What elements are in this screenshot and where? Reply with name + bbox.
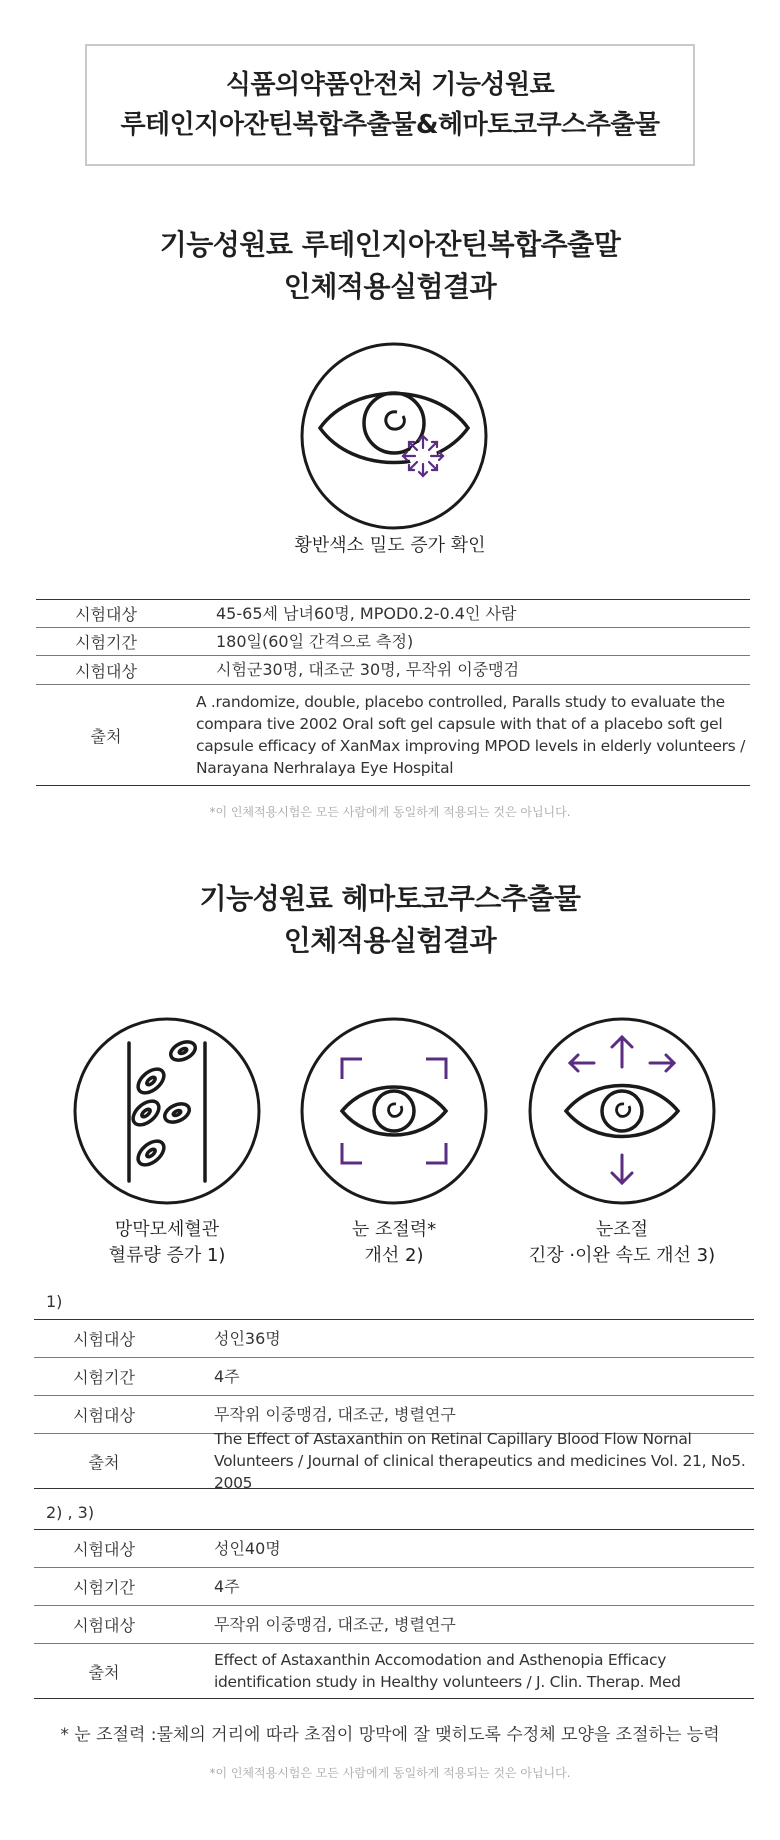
row-value: The Effect of Astaxanthin on Retinal Capillary Blood Flow Nornal Volunteers / Journal of clinical therapeutics and medicines Vol. 21, No5. 2005 — [214, 1430, 746, 1492]
table-row — [34, 1530, 754, 1568]
eye-focus-frame-icon — [298, 1015, 490, 1207]
section1-heading-line-2: 인체적용실험결과 — [283, 270, 497, 303]
row-label: 출처 — [88, 1662, 120, 1682]
row-label: 출처 — [88, 1452, 120, 1472]
table-row — [36, 600, 750, 628]
table-row — [34, 1430, 754, 1492]
row-value: A .randomize, double, placebo controlled, Paralls study to evaluate the compara tive 2002 Oral soft gel capsule with that of a placebo soft gel capsule efficacy of XanMax improving MPOD levels in elderly volunteers / Narayana Nerhralaya Eye Hospital — [196, 693, 745, 777]
blood-cells-icon — [71, 1015, 263, 1207]
row-label: 시험대상 — [75, 661, 137, 681]
row-value: 무작위 이중맹검, 대조군, 병렬연구 — [214, 1614, 456, 1634]
row-value: Effect of Astaxanthin Accomodation and Asthenopia Efficacy identification study in Healthy volunteers / J. Clin. Therap. Med — [214, 1651, 681, 1691]
row-label: 시험대상 — [73, 1540, 135, 1559]
row-label: 시험대상 — [75, 605, 137, 624]
caption-line: 긴장 ·이완 속도 개선 3) — [528, 1245, 716, 1266]
row-label: 시험대상 — [73, 1406, 135, 1425]
table-row — [34, 1644, 754, 1699]
row-label: 시험기간 — [75, 633, 137, 652]
group2-table — [34, 1529, 754, 1699]
row-value: 시험군30명, 대조군 30명, 무작위 이중맹검 — [216, 660, 520, 679]
row-value: 4주 — [214, 1576, 240, 1596]
row-value: 4주 — [214, 1366, 240, 1386]
definition-note: * 눈 조절력 :물체의 거리에 따라 초점이 망막에 잘 맺히도록 수정체 모양을 조절하는 능력 — [60, 1725, 720, 1745]
caption-line: 눈조절 — [595, 1219, 649, 1240]
table-row — [36, 656, 750, 685]
icon-caption-2 — [294, 1217, 494, 1269]
section1-note: *이 인체적용시험은 모든 사람에게 동일하게 적용되는 것은 아닙니다. — [209, 805, 571, 819]
section2-note: *이 인체적용시험은 모든 사람에게 동일하게 적용되는 것은 아닙니다. — [209, 1766, 571, 1780]
row-label: 출처 — [90, 726, 122, 746]
caption-line: 개선 2) — [364, 1245, 424, 1266]
caption-line: 망막모세혈관 — [114, 1219, 220, 1240]
section1-heading-line-1: 기능성원료 루테인지아잔틴복합추출말 — [159, 228, 621, 261]
table-row — [36, 628, 750, 656]
row-value: 성인36명 — [214, 1328, 281, 1348]
table-row — [36, 685, 750, 786]
row-value: 무작위 이중맹검, 대조군, 병렬연구 — [214, 1404, 456, 1424]
row-label: 시험기간 — [73, 1578, 135, 1597]
table-row — [34, 1320, 754, 1358]
eye-with-arrows-icon — [298, 340, 490, 532]
section2-heading-line-1: 기능성원료 헤마토코쿠스추출물 — [199, 882, 581, 915]
section1-table — [36, 599, 750, 786]
section1-caption: 황반색소 밀도 증가 확인 — [294, 535, 486, 556]
row-label: 시험대상 — [73, 1330, 135, 1349]
caption-line: 눈 조절력* — [351, 1219, 437, 1240]
table-row — [34, 1358, 754, 1396]
row-label: 시험대상 — [73, 1616, 135, 1635]
row-value: 성인40명 — [214, 1538, 281, 1558]
section2-heading — [0, 878, 780, 962]
title-line-1: 식품의약품안전처 기능성원료 — [225, 70, 555, 100]
caption-line: 혈류량 증가 1) — [108, 1245, 226, 1266]
title-box — [85, 44, 695, 166]
group1-label: 1) — [46, 1292, 63, 1311]
group2-label: 2) , 3) — [46, 1503, 95, 1522]
group1-table — [34, 1319, 754, 1492]
section2-heading-line-2: 인체적용실험결과 — [283, 924, 497, 957]
row-value: 45-65세 남녀60명, MPOD0.2-0.4인 사람 — [216, 603, 517, 623]
section1-heading — [0, 224, 780, 308]
eye-arrows-icon — [526, 1015, 718, 1207]
title-line-2: 루테인지아잔틴복합추출물&헤마토코쿠스추출물 — [120, 110, 660, 140]
row-value: 180일(60일 간격으로 측정) — [216, 631, 414, 651]
table-row — [34, 1568, 754, 1606]
icon-caption-1 — [67, 1217, 267, 1269]
table-row — [34, 1606, 754, 1644]
icon-caption-3 — [502, 1217, 742, 1269]
row-label: 시험기간 — [73, 1368, 135, 1387]
